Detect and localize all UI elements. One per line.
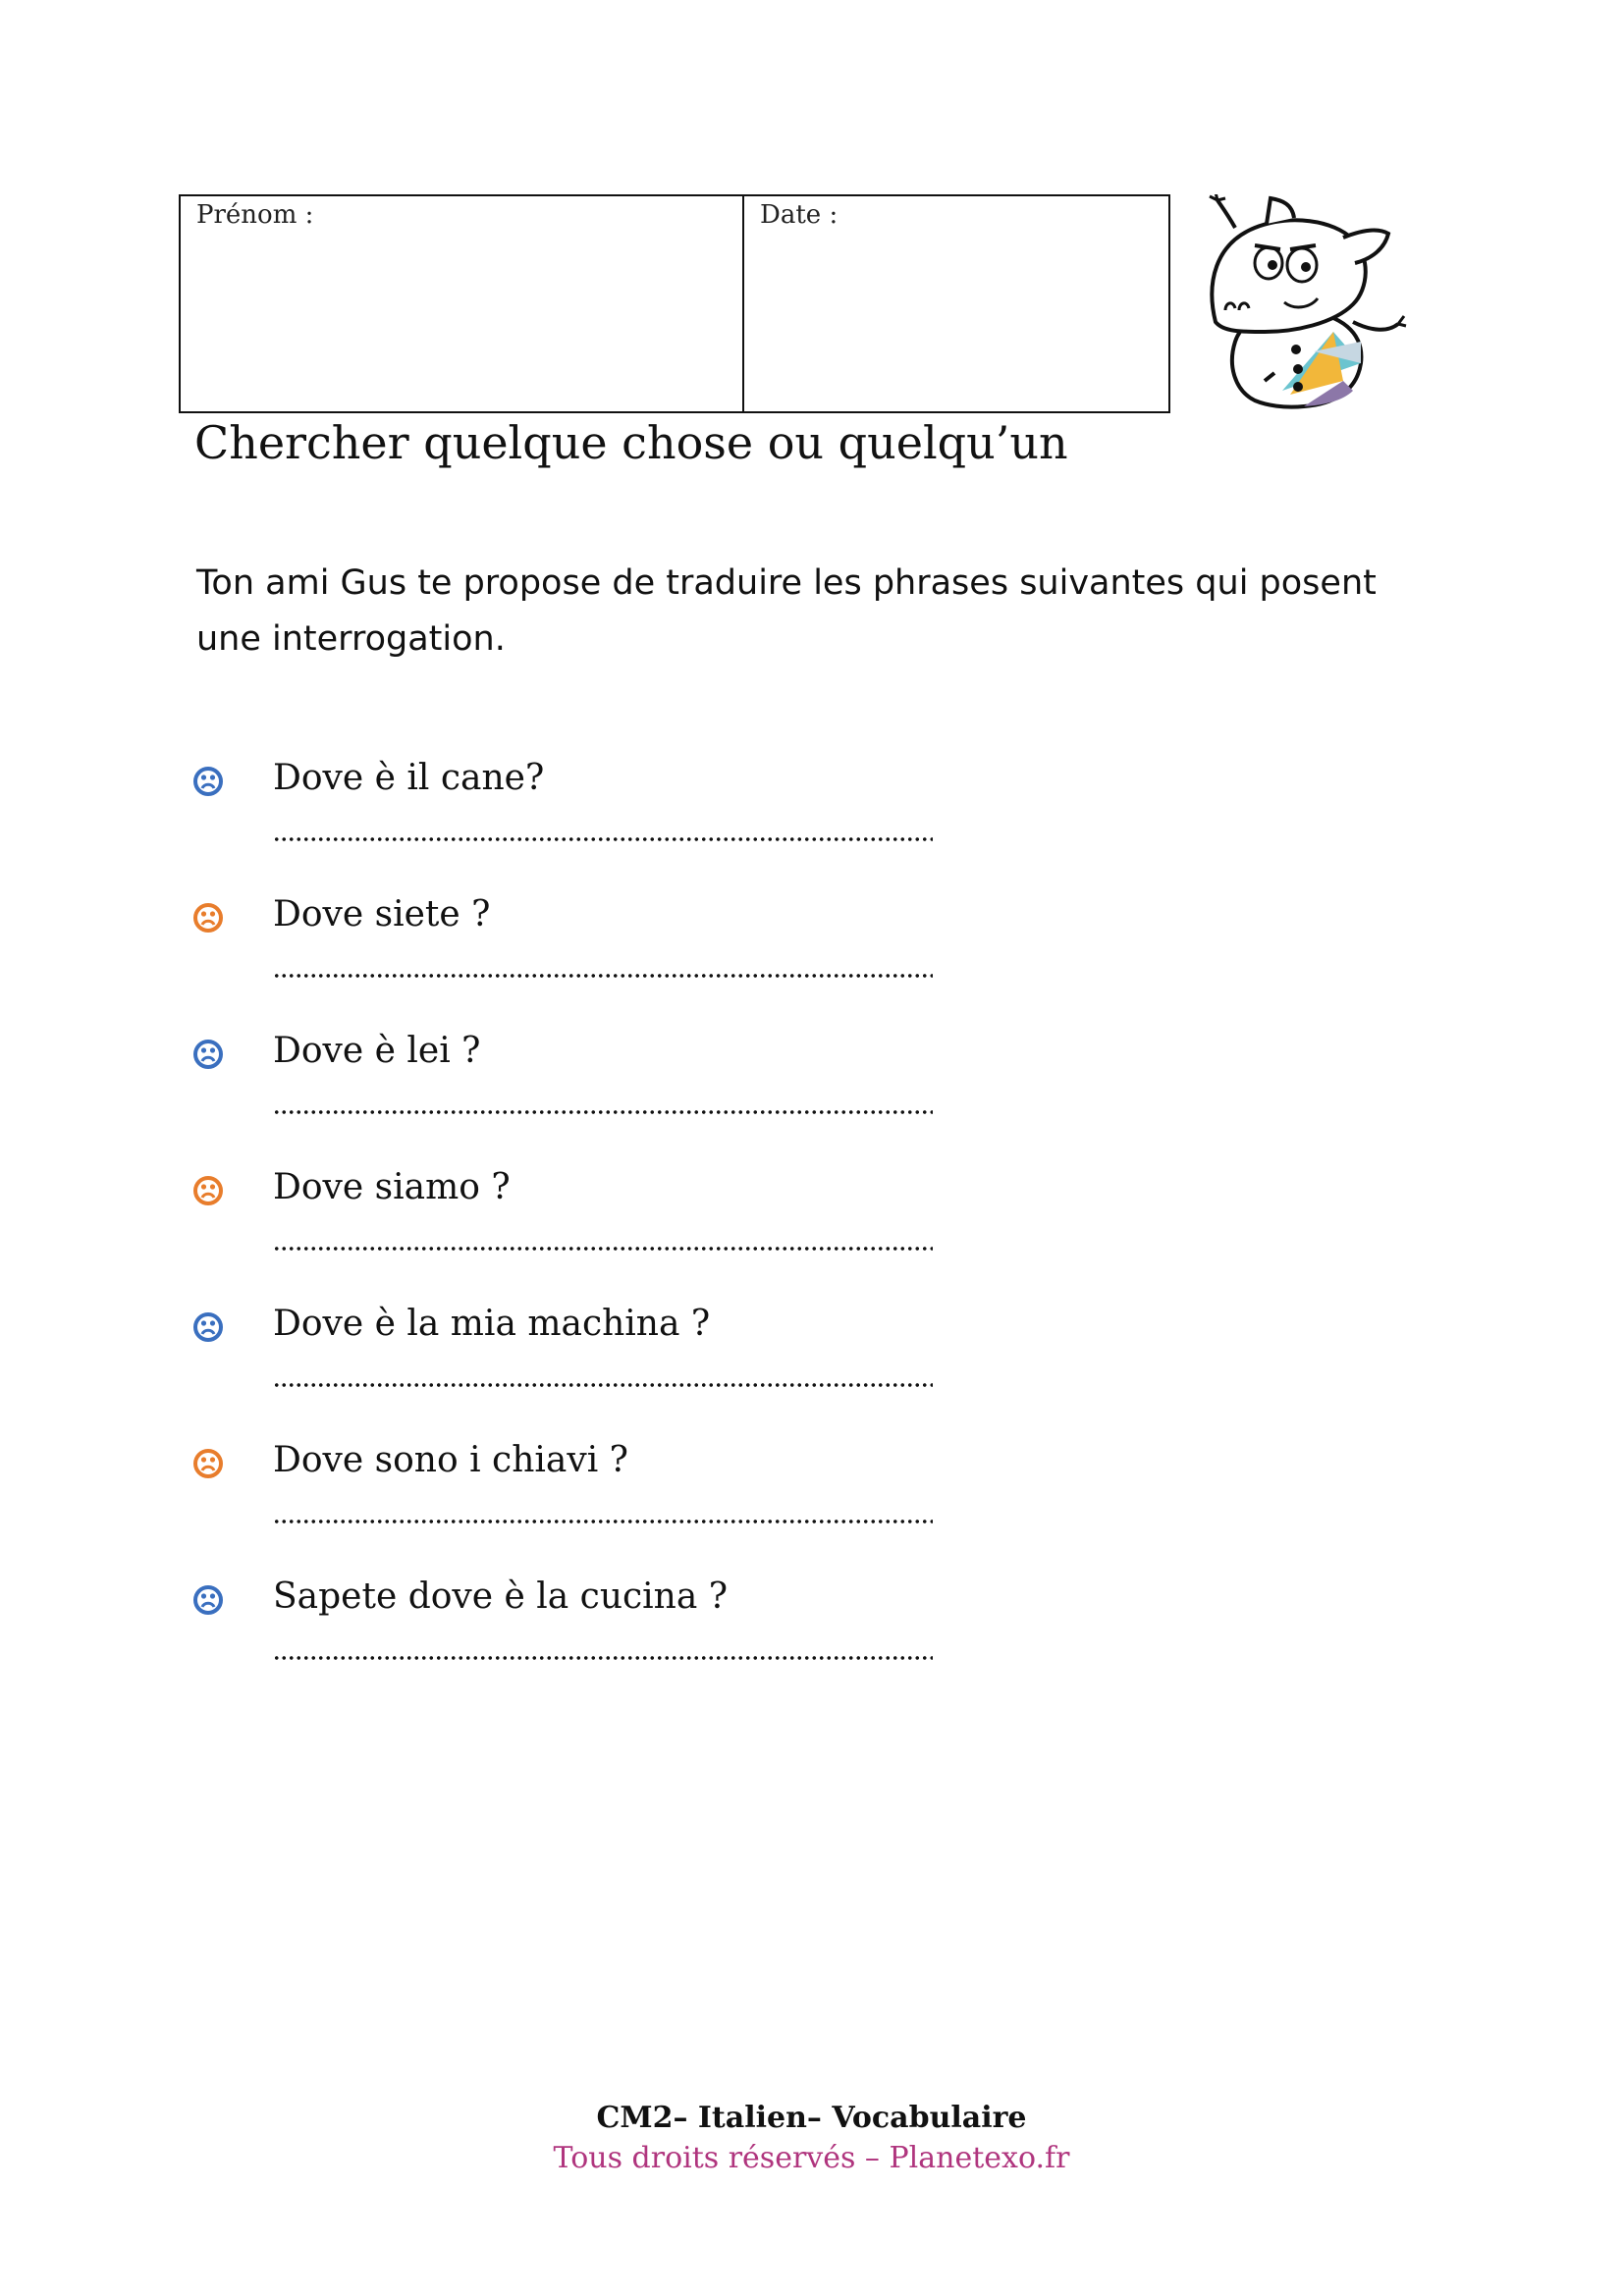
answer-line[interactable]	[273, 1382, 933, 1388]
question-text: Dove sono i chiavi ?	[273, 1440, 628, 1480]
answer-line[interactable]	[273, 1246, 933, 1252]
name-field[interactable]	[181, 196, 744, 411]
blue-smiley-icon	[192, 766, 224, 797]
list-item	[192, 1440, 1272, 1576]
answer-line[interactable]	[273, 1109, 933, 1115]
question-text: Dove è il cane?	[273, 758, 545, 798]
orange-smiley-icon	[192, 902, 224, 934]
date-field[interactable]	[744, 196, 1168, 411]
blue-smiley-icon	[192, 1039, 224, 1070]
question-list	[192, 758, 1272, 1713]
answer-line[interactable]	[273, 973, 933, 979]
date-label: Date :	[760, 200, 839, 230]
blue-smiley-icon	[192, 1584, 224, 1616]
list-item	[192, 1304, 1272, 1440]
footer-copyright: Tous droits réservés – Planetexo.fr	[553, 2141, 1070, 2175]
page-title: Chercher quelque chose ou quelqu’un	[194, 416, 1068, 469]
orange-smiley-icon	[192, 1175, 224, 1206]
answer-line[interactable]	[273, 836, 933, 842]
question-text: Dove è la mia machina ?	[273, 1304, 711, 1344]
answer-line[interactable]	[273, 1519, 933, 1524]
list-item	[192, 1576, 1272, 1713]
list-item	[192, 894, 1272, 1031]
footer-course: CM2– Italien– Vocabulaire	[596, 2101, 1027, 2135]
question-text: Dove siete ?	[273, 894, 491, 934]
list-item	[192, 1167, 1272, 1304]
answer-line[interactable]	[273, 1655, 933, 1661]
question-text: Sapete dove è la cucina ?	[273, 1576, 729, 1617]
question-text: Dove siamo ?	[273, 1167, 511, 1207]
list-item	[192, 758, 1272, 894]
orange-smiley-icon	[192, 1448, 224, 1479]
student-info-box	[179, 194, 1170, 413]
name-label: Prénom :	[196, 200, 314, 230]
blue-smiley-icon	[192, 1311, 224, 1343]
list-item	[192, 1031, 1272, 1167]
question-text: Dove è lei ?	[273, 1031, 481, 1071]
gus-mascot-icon	[1196, 194, 1412, 415]
instruction-text: Ton ami Gus te propose de traduire les phrases suivantes qui posent une interrogation.	[196, 563, 1377, 659]
